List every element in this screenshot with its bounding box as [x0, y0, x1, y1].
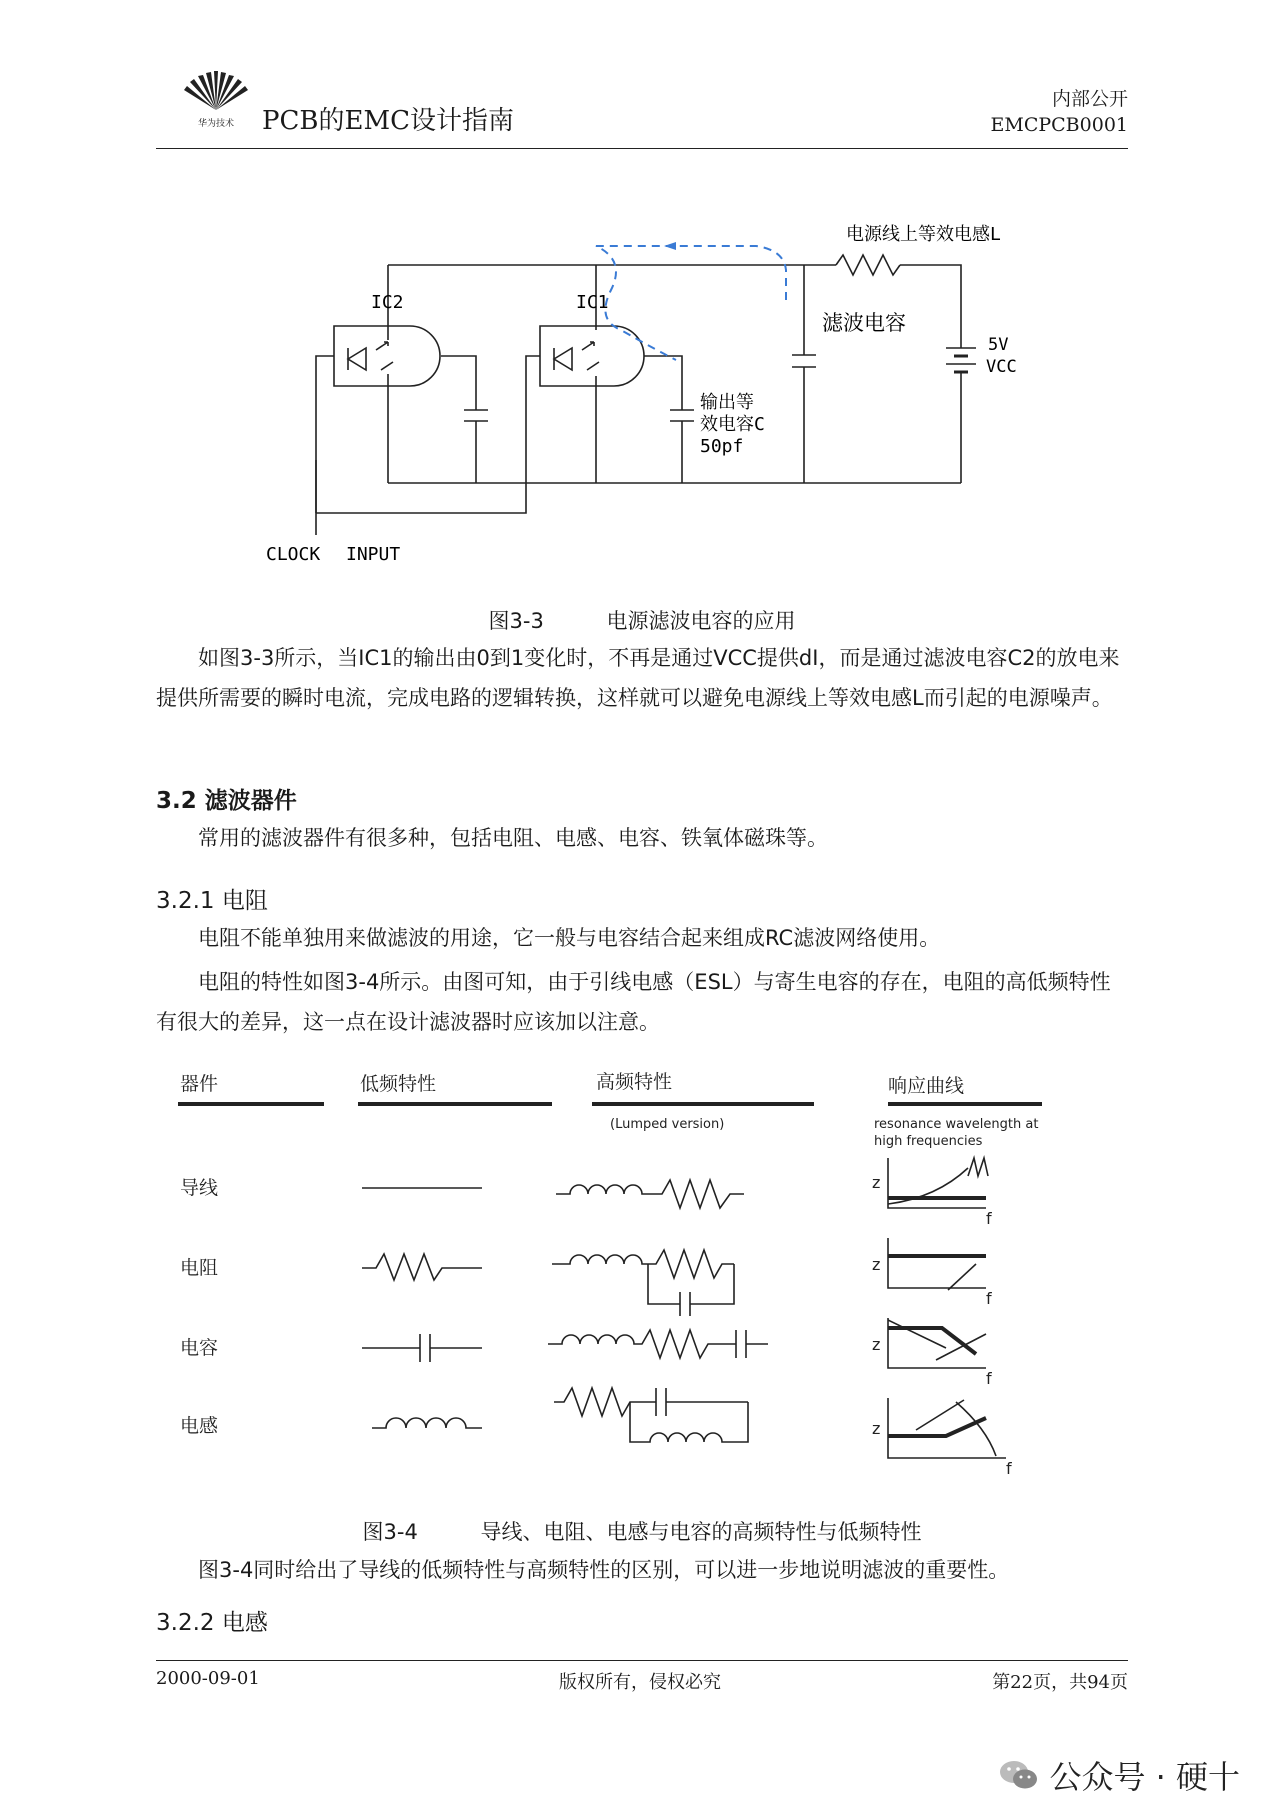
document-code: EMCPCB0001 [990, 114, 1128, 136]
footer-copyright: 版权所有，侵权必究 [559, 1672, 721, 1693]
company-logo [176, 70, 256, 132]
watermark [999, 1752, 1240, 1798]
paragraph-1: 如图3-3所示，当IC1的输出由0到1变化时，不再是通过VCC提供dI，而是通过滤波电容C2的放电来提供所需要的瞬时电流，完成电路的逻辑转换，这样就可以避免电源线上等效电感L而引起的电源噪声。 [156, 646, 1120, 710]
axis-f-2: f [986, 1289, 992, 1308]
header-meta [991, 86, 1129, 138]
logo-text: 华为技术 [197, 119, 235, 129]
footer-page-number: 第22页，共94页 [992, 1672, 1128, 1693]
figure-3-4-table [156, 1058, 1128, 1508]
col-response: 响应曲线 [888, 1075, 965, 1097]
axis-f-1: f [986, 1209, 992, 1228]
section-heading-3-2-1: 3.2.1 电阻 [156, 888, 268, 914]
label-vcc: VCC [986, 357, 1017, 377]
col-device: 器件 [180, 1073, 219, 1095]
axis-z-1: z [872, 1173, 881, 1192]
caption-number: 图3-4 [362, 1520, 418, 1544]
paragraph-5: 图3-4同时给出了导线的低频特性与高频特性的区别，可以进一步地说明滤波的重要性。 [198, 1558, 1010, 1582]
resonance-label-1: resonance wavelength at [874, 1117, 1039, 1132]
row-resistor: 电阻 [180, 1257, 219, 1279]
label-clock: CLOCK [266, 544, 321, 565]
paragraph-2: 常用的滤波器件有很多种，包括电阻、电感、电容、铁氧体磁珠等。 [198, 826, 828, 850]
caption-number: 图3-3 [488, 609, 544, 633]
inductor-l-symbol [836, 255, 900, 275]
footer-rule [156, 1660, 1128, 1661]
axis-z-4: z [872, 1419, 881, 1438]
label-ic2: IC2 [371, 292, 404, 313]
label-out-cap-3: 50pf [700, 436, 744, 457]
row-inductor: 电感 [180, 1415, 219, 1437]
figure-3-3-caption [156, 605, 1128, 635]
row-wire: 导线 [180, 1177, 219, 1199]
label-out-cap-1: 输出等 [700, 392, 754, 413]
figure-3-4-caption [156, 1516, 1128, 1546]
footer-date: 2000-09-01 [156, 1668, 260, 1689]
header-rule [156, 148, 1128, 149]
section-heading-3-2-2: 3.2.2 电感 [156, 1610, 268, 1636]
col-high-freq: 高频特性 [596, 1071, 673, 1093]
paragraph-3: 电阻不能单独用来做滤波的用途，它一般与电容结合起来组成RC滤波网络使用。 [198, 926, 941, 950]
ic2-gate [334, 326, 440, 386]
axis-z-2: z [872, 1255, 881, 1274]
label-5v: 5V [988, 335, 1009, 355]
label-input: INPUT [346, 544, 401, 565]
current-loop-dashed [596, 246, 786, 360]
axis-f-4: f [1006, 1459, 1012, 1478]
watermark-text: 公众号 · 硬十 [1049, 1758, 1240, 1796]
section-heading-3-2: 3.2 滤波器件 [156, 788, 297, 814]
caption-text: 电源滤波电容的应用 [606, 609, 796, 633]
figure-3-3-circuit [156, 200, 1128, 590]
label-ic1: IC1 [576, 292, 609, 313]
label-filter-cap: 滤波电容 [822, 311, 906, 335]
label-inductance: 电源线上等效电感L [846, 224, 1001, 245]
col-low-freq: 低频特性 [360, 1073, 437, 1095]
lumped-label: (Lumped version) [610, 1117, 725, 1132]
classification-label: 内部公开 [1051, 88, 1128, 110]
caption-text: 导线、电阻、电感与电容的高频特性与低频特性 [480, 1520, 922, 1544]
resonance-label-2: high frequencies [874, 1134, 983, 1149]
label-out-cap-2: 效电容C [700, 414, 765, 435]
document-title: PCB的EMC设计指南 [262, 106, 514, 136]
paragraph-4: 电阻的特性如图3-4所示。由图可知，由于引线电感（ESL）与寄生电容的存在，电阻的高低频特性有很大的差异，这一点在设计滤波器时应该加以注意。 [156, 970, 1111, 1034]
wechat-icon [999, 1758, 1039, 1792]
axis-z-3: z [872, 1335, 881, 1354]
row-capacitor: 电容 [180, 1337, 219, 1359]
axis-f-3: f [986, 1369, 992, 1388]
